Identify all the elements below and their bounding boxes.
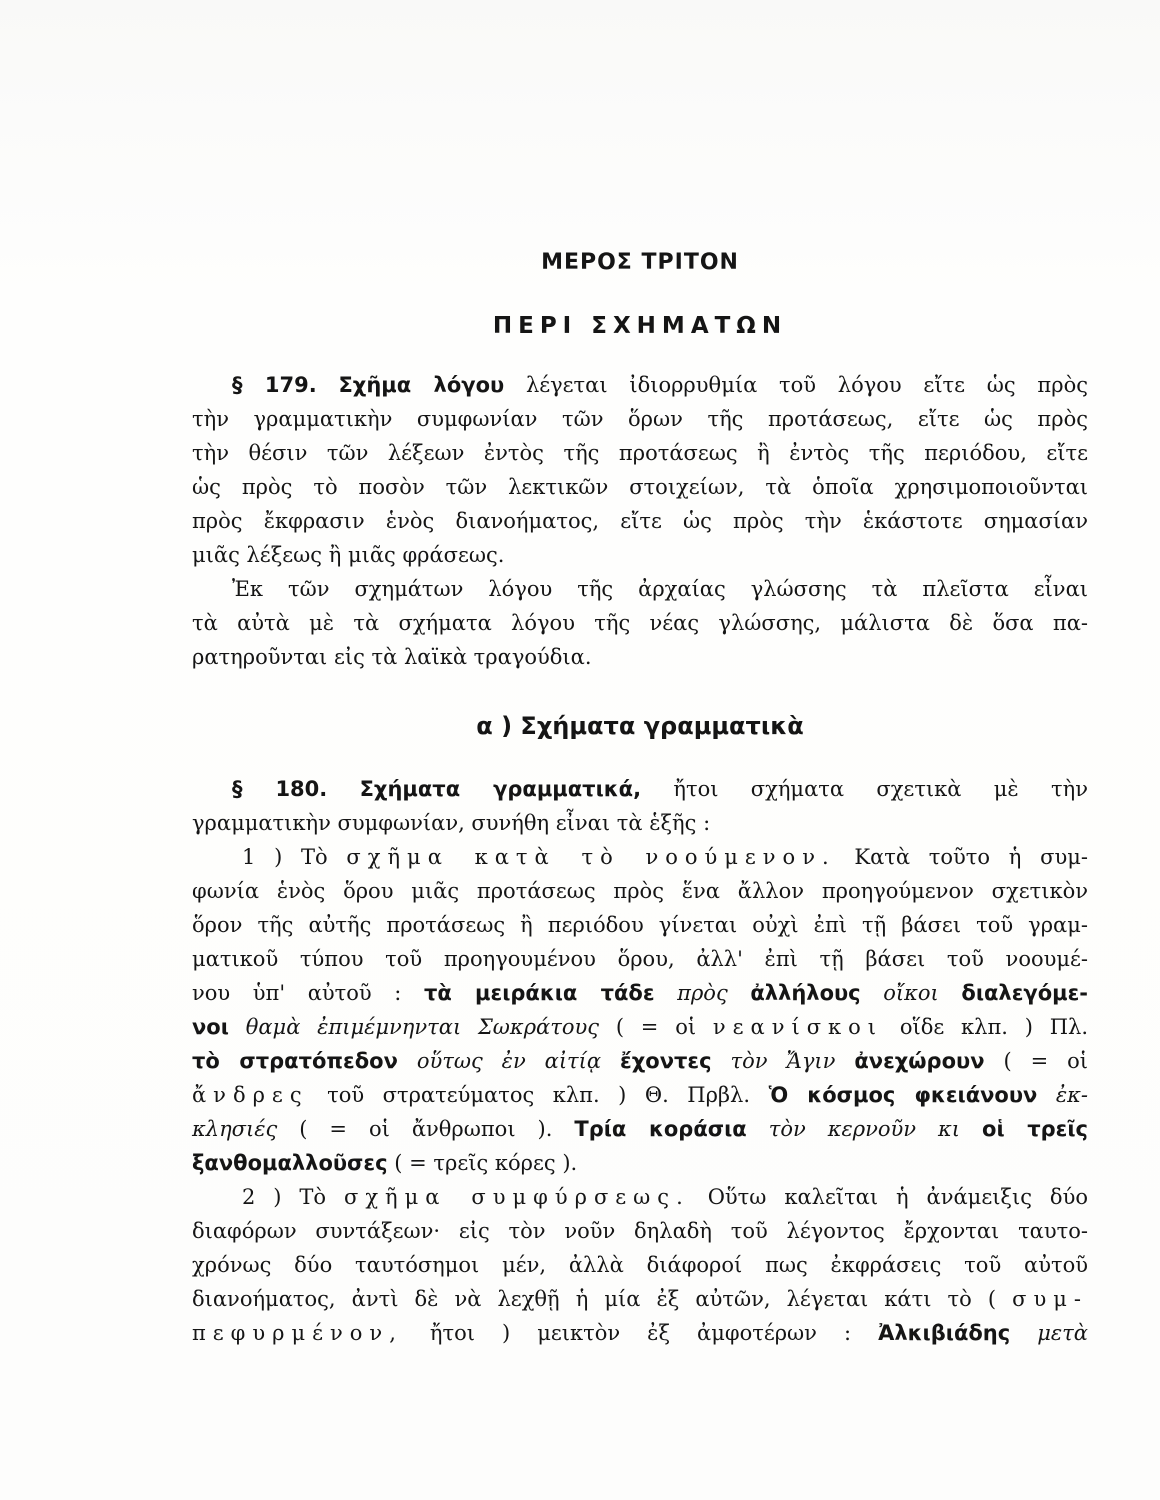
term: Σχήματα γραμματικά, (359, 777, 642, 801)
example-italic: πρὸς (677, 981, 728, 1005)
example-italic: τὸν Ἄγιν (730, 1049, 836, 1073)
part-heading: ΜΕΡΟΣ ΤΡΙΤΟΝ (541, 250, 739, 275)
sec180-line-12 (192, 1148, 1088, 1178)
example-bold: Τρία κοράσια (574, 1117, 747, 1141)
text: 2 ) Τὸ (242, 1185, 327, 1209)
example-italic: τὸν κερνοῦν κι (768, 1117, 961, 1141)
subsection-heading: α ) Σχήματα γραμματικὰ (476, 712, 804, 740)
text: διανοήματος, ἀντὶ δὲ νὰ λεχθῇ ἡ μία ἐξ αὐτῶν, λέγεται κάτι τὸ ( (192, 1287, 997, 1311)
sec180-line-7 (192, 978, 1088, 1008)
example-bold: ἀνεχώρουν (854, 1049, 985, 1073)
example-bold: διαλεγόμε- (961, 981, 1088, 1005)
example-bold: Ἀλκιβιάδης (878, 1321, 1011, 1345)
text: ( = οἱ (1003, 1049, 1088, 1073)
example-italic: κλησιές (192, 1117, 278, 1141)
text: τοῦ στρατεύματος κλπ. ) Θ. Πρβλ. (327, 1083, 751, 1107)
sec180-line-14: διαφόρων συντάξεων· εἰς τὸν νοῦν δηλαδὴ τοῦ λέγοντος ἔρχονται ταυτο- (192, 1219, 1088, 1243)
sec179-line-9: ρατηροῦνται εἰς τὰ λαϊκὰ τραγούδια. (192, 645, 592, 669)
sec179-line-1 (232, 370, 1088, 400)
sec180-line-8 (192, 1012, 1088, 1042)
section-number: § 179. (232, 373, 317, 397)
example-bold: ἀλλήλους (750, 981, 861, 1005)
text: ἤτοι ) μεικτὸν ἐξ ἀμφοτέρων : (429, 1321, 852, 1345)
example-bold: Ὁ κόσμος φκειάνουν (768, 1083, 1038, 1107)
text: νου ὑπ' αὐτοῦ : (192, 981, 402, 1005)
example-italic: μετὰ (1037, 1321, 1088, 1345)
sec180-line-13 (242, 1182, 1088, 1212)
text: λέγεται ἰδιορρυθμία τοῦ λόγου εἴτε ὡς πρὸς (525, 373, 1088, 397)
example-italic: θαμὰ ἐπιμέμνηνται Σωκράτους (245, 1015, 600, 1039)
example-italic: οἴκοι (883, 981, 939, 1005)
example-bold: νοι (192, 1015, 229, 1039)
text: Κατὰ τοῦτο ἡ συμ- (854, 845, 1088, 869)
text: ( = τρεῖς κόρες ). (394, 1151, 578, 1175)
example-bold: τὰ μειράκια τάδε (423, 981, 655, 1005)
sec179-line-6: μιᾶς λέξεως ἢ μιᾶς φράσεως. (192, 543, 505, 567)
sec180-line-6: ματικοῦ τύπου τοῦ προηγουμένου ὅρου, ἀλλ' ἐπὶ τῇ βάσει τοῦ νοουμέ- (192, 947, 1088, 971)
text: Οὕτω καλεῖται ἡ ἀνάμειξις δύο (707, 1185, 1088, 1209)
example-bold: τὸ στρατόπεδον (192, 1049, 398, 1073)
sec179-line-3: τὴν θέσιν τῶν λέξεων ἐντὸς τῆς προτάσεως ἢ ἐντὸς τῆς περιόδου, εἴτε (192, 441, 1088, 465)
sec180-line-16 (192, 1284, 1088, 1314)
sec180-line-1 (232, 774, 1088, 804)
sec180-line-17 (192, 1318, 1088, 1348)
sec180-line-2: γραμματικὴν συμφωνίαν, συνήθη εἶναι τὰ ἑξῆς : (192, 811, 711, 835)
sec180-line-3 (242, 842, 1088, 872)
sec179-line-8: τὰ αὐτὰ μὲ τὰ σχήματα λόγου τῆς νέας γλώσσης, μάλιστα δὲ ὅσα πα- (192, 611, 1088, 635)
spaced-term: σχῆμα συμφύρσεως. (344, 1185, 690, 1209)
chapter-heading: ΠΕΡΙ ΣΧΗΜΑΤΩΝ (492, 313, 788, 339)
sec179-line-5: πρὸς ἔκφρασιν ἑνὸς διανοήματος, εἴτε ὡς πρὸς τὴν ἑκάστοτε σημασίαν (192, 509, 1088, 533)
example-bold: ξανθομαλλοῦσες (192, 1151, 388, 1175)
sec180-line-15: χρόνως δύο ταυτόσημοι μέν, ἀλλὰ διάφοροί πως ἐκφράσεις τοῦ αὐτοῦ (192, 1253, 1088, 1277)
spaced-term: πεφυρμένον, (192, 1321, 403, 1345)
example-bold: ἔχοντες (620, 1049, 712, 1073)
sec180-line-9 (192, 1046, 1088, 1076)
sec180-line-5: ὅρον τῆς αὐτῆς προτάσεως ἢ περιόδου γίνεται οὐχὶ ἐπὶ τῇ βάσει τοῦ γραμ- (192, 913, 1088, 937)
sec180-line-4: φωνία ἑνὸς ὅρου μιᾶς προτάσεως πρὸς ἕνα ἄλλον προηγούμενον σχετικὸν (192, 879, 1088, 903)
text: οἵδε κλπ. ) Πλ. (899, 1015, 1089, 1039)
spaced-term: σχῆμα κατὰ τὸ νοούμενον. (346, 845, 836, 869)
sec179-line-2: τὴν γραμματικὴν συμφωνίαν τῶν ὅρων τῆς προτάσεως, εἴτε ὡς πρὸς (192, 407, 1088, 431)
term: Σχῆμα λόγου (338, 373, 505, 397)
text: 1 ) Τὸ (242, 845, 328, 869)
text: ( = οἱ ἄνθρωποι ). (299, 1117, 553, 1141)
spaced-term: ἄνδρες (192, 1083, 309, 1107)
example-bold: οἱ τρεῖς (982, 1117, 1088, 1141)
example-italic: ἐκ- (1055, 1083, 1088, 1107)
sec180-line-10 (192, 1080, 1088, 1110)
sec179-line-4: ὡς πρὸς τὸ ποσὸν τῶν λεκτικῶν στοιχείων, τὰ ὁποῖα χρησιμοποιοῦνται (192, 475, 1088, 499)
sec180-line-11 (192, 1114, 1088, 1144)
text: ( = οἱ (615, 1015, 697, 1039)
section-number: § 180. (232, 777, 328, 801)
spaced-term: νεανίσκοι (712, 1015, 884, 1039)
spaced-term: συμ- (1012, 1287, 1088, 1311)
sec179-line-7: Ἐκ τῶν σχημάτων λόγου τῆς ἀρχαίας γλώσσης τὰ πλεῖστα εἶναι (232, 577, 1088, 601)
example-italic: οὕτως ἐν αἰτίᾳ (416, 1049, 602, 1073)
text: ἤτοι σχήματα σχετικὰ μὲ τὴν (673, 777, 1088, 801)
